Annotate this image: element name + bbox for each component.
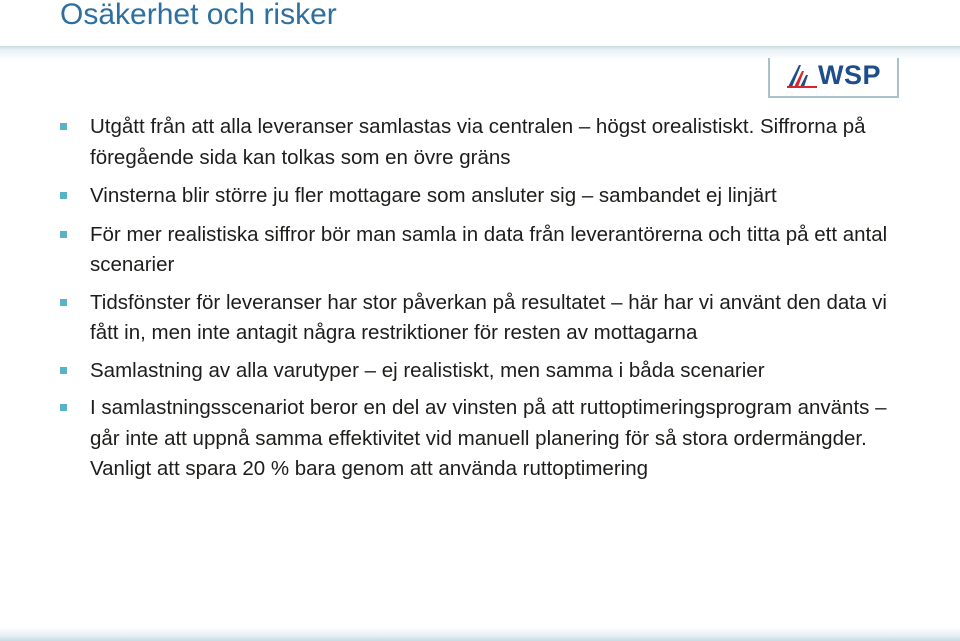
bullet-text: Vinsterna blir större ju fler mottagare som ansluter sig – sambandet ej linjärt bbox=[90, 184, 777, 207]
wsp-logo-mark-icon bbox=[786, 62, 818, 88]
bullet-text: Utgått från att alla leveranser samlastas via centralen – högst orealistiskt. Siffrorna på föregående sida kan tolkas som en övre gräns bbox=[90, 115, 866, 169]
bullet-text: I samlastningsscenariot beror en del av vinsten på att ruttoptimeringsprogram använts – går inte att uppnå samma effektivitet vid manuell planering för så stora ordermängder. Vanligt att spara 20 % bara genom att använda ruttoptimering bbox=[90, 396, 887, 480]
wsp-logo-text: WSP bbox=[818, 60, 882, 90]
wsp-logo bbox=[768, 58, 899, 98]
bullet-text: Samlastning av alla varutyper – ej realistiskt, men samma i båda scenarier bbox=[90, 358, 765, 382]
square-bullet-icon bbox=[60, 123, 67, 130]
bullet-list bbox=[60, 112, 910, 492]
square-bullet-icon bbox=[60, 299, 67, 306]
bullet-text: För mer realistiska siffror bör man samla in data från leverantörerna och titta på ett antal scenarier bbox=[90, 222, 888, 276]
bullet-item bbox=[60, 393, 910, 485]
square-bullet-icon bbox=[60, 231, 67, 238]
bullet-text: Tidsfönster för leveranser har stor påverkan på resultatet – här har vi använt den data vi fått in, men inte antagit några restriktioner för resten av mottagarna bbox=[90, 290, 887, 344]
bullet-item bbox=[60, 181, 910, 212]
bullet-item bbox=[60, 288, 910, 349]
square-bullet-icon bbox=[60, 404, 67, 411]
square-bullet-icon bbox=[60, 367, 67, 374]
square-bullet-icon bbox=[60, 192, 67, 199]
bullet-item bbox=[60, 220, 910, 281]
bullet-item bbox=[60, 356, 910, 387]
bottom-divider bbox=[0, 627, 960, 641]
slide-title: Osäkerhet och risker bbox=[60, 0, 337, 31]
bullet-item bbox=[60, 112, 910, 173]
